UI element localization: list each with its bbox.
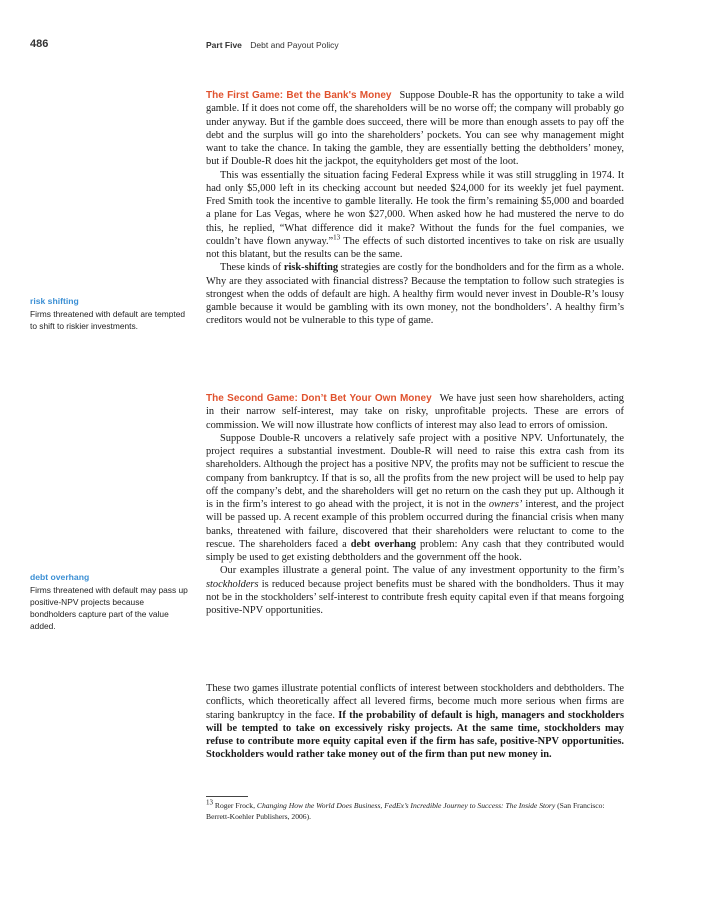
running-head (206, 40, 339, 50)
section1-paragraph-1: The First Game: Bet the Bank's Money Suppose Double-R has the opportunity to take a wild gamble. If it does not come off, the shareholders will be no worse off; the company will probably go under anyway. But if the gamble does succeed, there will be more than enough assets to pay off the debt and the surplus will go into the shareholders’ pockets. You can see why management might want to take the chance. In taking the gamble, they are essentially betting the debtholders’ money, but if Double-R does hit the jackpot, the equityholders get most of the loot. (206, 90, 625, 168)
summary-key-point: If the probability of default is high, managers and stockholders will be tempted to take on excessively risky projects. At the same time, stockholders may refuse to contribute more equity capital even if the firm has safe, positive-NPV opportunities. Stockholders would rather take money out of the firm than put new money in. (206, 709, 624, 761)
margin-note-debt-overhang (30, 571, 190, 632)
margin-definition: Firms threatened with default may pass up positive-NPV projects because bondholders capture part of the value added. (30, 585, 188, 632)
section2-heading: The Second Game: Don’t Bet Your Own Money (206, 393, 432, 404)
summary-paragraph: These two games illustrate potential conflicts of interest between stockholders and debtholders. The conflicts, which theoretically affect all levered firms, become much more serious when firms are staring bankruptcy in the face. If the probability of default is high, managers and stockholders will be tempted to take on excessively risky projects. At the same time, stockholders may refuse to contribute more equity capital even if the firm has safe, positive-NPV opportunities. Stockholders would rather take money out of the firm than put new money in. (206, 683, 624, 761)
footnote-divider (206, 796, 248, 797)
section1-paragraph-3: These kinds of risk-shifting strategies are costly for the bondholders and for the firm as a whole. Why are they associated with financial distress? Because the temptation to follow such strategies is strongest when the odds of default are high. A healthy firm would never invest in Double-R’s lousy gamble because it would be gambling with its own money, not the bondholders’. A healthy firm’s creditors would not be vulnerable to this type of game. (206, 262, 624, 327)
footnote-ref: 13 (333, 233, 341, 242)
page-number: 486 (30, 38, 49, 50)
section1-paragraph-2: This was essentially the situation facing Federal Express while it was still struggling in 1974. It had only $5,000 left in its checking account but needed $24,000 for its weekly jet fuel payment. Fred Smith took the incentive to gamble literally. He took the firm’s remaining $5,000 and boarded a plane for Las Vegas, where he won $27,000. When asked how he had mustered the nerve to do this, he replied, “What difference did it make? Without the funds for the fuel companies, we couldn’t have flown anyway.”$^{13}$ The effects of such distorted incentives to take on risk are usually not this blatant, but the results can be the same. (206, 169, 624, 260)
margin-note-risk-shifting (30, 295, 190, 332)
footnote-book-title: Changing How the World Does Business, FedEx’s Incredible Journey to Success: The Inside Story (256, 801, 556, 810)
margin-term: debt overhang (30, 572, 90, 582)
section2-paragraph-3: Our examples illustrate a general point. The value of any investment opportunity to the firm’s stockholders is reduced because project benefits must be shared with the bondholders. Thus it may not be in the stockholders’ self-interest to contribute fresh equity capital even if that means forgoing positive-NPV opportunities. (206, 565, 624, 616)
footnote: $^{13}$ Roger Frock, Changing How the World Does Business, FedEx’s Incredible Journey to Success: The Inside Story (San Francisco: Berrett-Koehler Publishers, 2006). (206, 798, 605, 821)
section2-paragraph-2: Suppose Double-R uncovers a relatively safe project with a positive NPV. Unfortunately, the project requires a substantial investment. Double-R will need to raise this extra cash from its shareholders. Although the project has a positive NPV, the profits may not be sufficient to rescue the company from bankruptcy. If that is so, all the profits from the new project will be used to help pay off the company’s debt, and the shareholders will get no return on the cash they put up. Although it is in the firm’s interest to go ahead with the project, it is not in the owners’ interest, and the project will be passed up. A recent example of this problem occurred during the financial crisis when many banks, threatened with failure, discovered that their shareholders were reluctant to come to the rescue. The shareholders faced a debt overhang problem: Any cash that they contributed would simply be used to get existing debtholders and the government off the hook. (206, 432, 625, 563)
section2-paragraph-1: The Second Game: Don’t Bet Your Own Money We have just seen how shareholders, acting in their narrow self-interest, may take on risky, unprofitable projects. These are errors of commission. We will now illustrate how conflicts of interest may also lead to errors of omission. (206, 393, 624, 431)
key-term-risk-shifting: risk-shifting (283, 262, 339, 274)
section1-heading: The First Game: Bet the Bank's Money (206, 90, 392, 101)
margin-definition: Firms threatened with default are tempted to shift to riskier investments. (30, 309, 186, 332)
key-term-debt-overhang: debt overhang (350, 538, 416, 550)
section-second-game (206, 392, 624, 617)
section-first-game (206, 89, 624, 328)
chapter-title: Debt and Payout Policy (250, 40, 339, 50)
footnote-number: 13 (206, 798, 213, 807)
part-label: Part Five (206, 40, 242, 50)
margin-term: risk shifting (30, 296, 79, 306)
